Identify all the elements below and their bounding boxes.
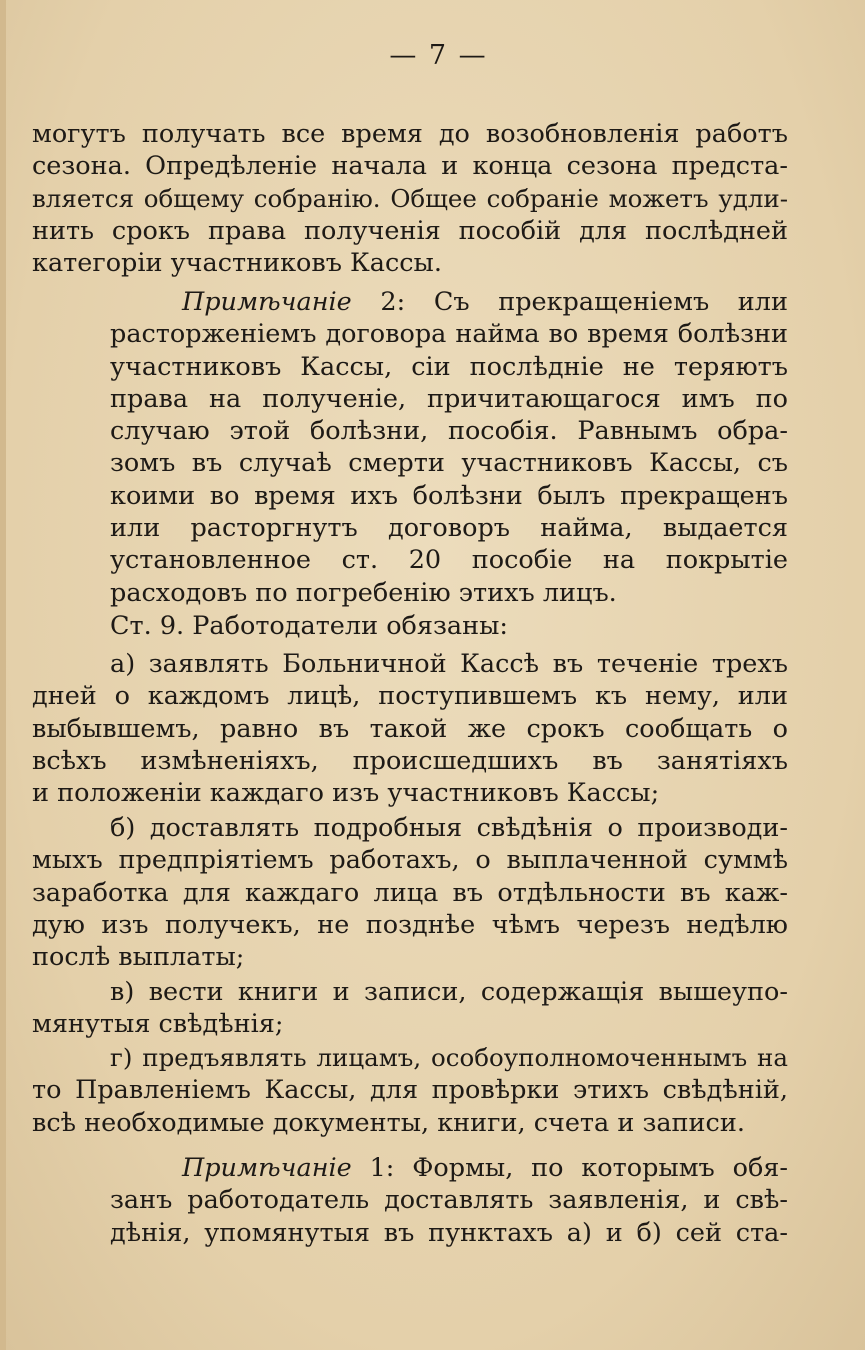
note-text: 1: Формы, по которымъ обя- <box>351 1153 788 1183</box>
paragraph-continuation <box>32 118 788 279</box>
text-line: дней о каждомъ лицѣ, поступившемъ къ нему, или <box>32 681 788 712</box>
text-line: то Правленіемъ Кассы, для провѣрки этихъ свѣдѣній, <box>32 1075 788 1106</box>
text-line: в) вести книги и записи, содержащія вышеупо- <box>110 977 788 1007</box>
note-label: Примѣчаніе <box>182 1153 352 1183</box>
note-text: 2: Съ прекращеніемъ или <box>351 287 788 317</box>
text-line <box>32 1152 788 1184</box>
text-line: мянутыя свѣдѣнія; <box>32 1009 284 1040</box>
item-b <box>32 812 788 973</box>
text-line: коими во время ихъ болѣзни былъ прекращенъ <box>110 480 788 511</box>
text-line: Ст. 9. Работодатели обязаны: <box>110 611 508 641</box>
text-line: расходовъ по погребенію этихъ лицъ. <box>110 577 617 608</box>
text-line: вляется общему собранію. Общее собраніе можетъ удли- <box>32 183 788 213</box>
text-line: права на полученіе, причитающагося имъ по <box>110 383 788 414</box>
item-v <box>32 976 788 1041</box>
item-a <box>32 648 788 809</box>
text-line: мыхъ предпріятіемъ работахъ, о выплаченной суммѣ <box>32 845 788 876</box>
text-line: дѣнія, упомянутыя въ пунктахъ а) и б) сей ста- <box>110 1217 788 1248</box>
text-line: участниковъ Кассы, сіи послѣдніе не теряютъ <box>110 351 788 382</box>
text-line: нить срокъ права полученія пособій для послѣдней <box>32 215 788 246</box>
text-line: заработка для каждаго лица въ отдѣльности въ каж- <box>32 877 788 908</box>
text-line: установленное ст. 20 пособіе на покрытіе <box>110 545 788 576</box>
text-line: послѣ выплаты; <box>32 942 245 973</box>
text-line: случаю этой болѣзни, пособія. Равнымъ обра- <box>110 416 788 447</box>
text-line: и положеніи каждаго изъ участниковъ Кассы; <box>32 778 660 809</box>
text-line: всѣ необходимые документы, книги, счета и записи. <box>32 1107 745 1138</box>
text-line: могутъ получать все время до возобновленія работъ <box>32 119 788 149</box>
text-line: занъ работодатель доставлять заявленія, и свѣ- <box>110 1185 788 1216</box>
text-line: выбывшемъ, равно въ такой же срокъ сообщать о <box>32 713 788 744</box>
text-line: сезона. Опредѣленіе начала и конца сезона предста- <box>32 151 788 182</box>
text-line <box>110 286 788 318</box>
text-line: всѣхъ измѣненіяхъ, происшедшихъ въ занятіяхъ <box>32 745 788 776</box>
text-line: категоріи участниковъ Кассы. <box>32 248 442 279</box>
text-line: зомъ въ случаѣ смерти участниковъ Кассы, съ <box>110 448 788 479</box>
page-number: — 7 — <box>389 40 488 71</box>
article-9-heading <box>32 610 788 642</box>
text-line: дую изъ получекъ, не позднѣе чѣмъ черезъ недѣлю <box>32 909 788 940</box>
note-label: Примѣчаніе <box>182 287 352 317</box>
text-line: а) заявлять Больничной Кассѣ въ теченіе трехъ <box>110 649 788 679</box>
text-line: или расторгнутъ договоръ найма, выдается <box>110 513 788 544</box>
note-2 <box>110 286 788 609</box>
note-1 <box>32 1152 788 1249</box>
text-line: б) доставлять подробныя свѣдѣнія о производи- <box>110 813 788 843</box>
text-line: г) предъявлять лицамъ, особоуполномоченнымъ на <box>110 1043 788 1072</box>
text-line: расторженіемъ договора найма во время болѣзни <box>110 319 788 350</box>
item-g <box>32 1042 788 1139</box>
